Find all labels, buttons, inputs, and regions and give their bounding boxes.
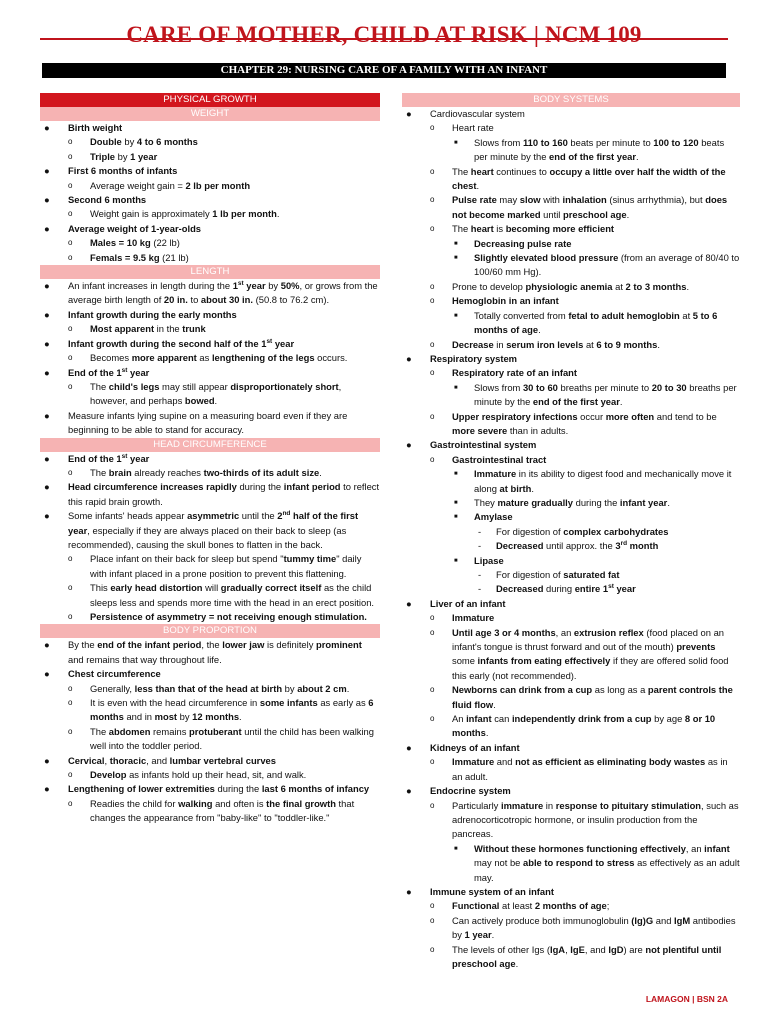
list-item: ● By the end of the infant period, the lower jaw is definitely prominent and remains that way throughout life. [44,639,362,665]
section-header-physical-growth: PHYSICAL GROWTH [40,93,380,107]
list-item: o Functional at least 2 months of age; [430,900,610,912]
list-item: o The brain already reaches two-thirds of its adult size. [68,466,322,478]
list-item: ● Cervical, thoracic, and lumbar vertebral curves [44,754,276,766]
list-item: o Particularly immature in response to pituitary stimulation, such as adrenocorticotropic hormone, or insulin production from the pancreas. [430,799,739,840]
list-item: ● Gastrointestinal system [406,439,537,451]
list-item: ● Average weight of 1-year-olds [44,222,202,234]
list-item: o The abdomen remains protuberant until the child has been walking well into the toddler period. [68,725,374,752]
list-item: o Upper respiratory infections occur more often and tend to be more severe than in adults. [430,410,717,436]
list-item: ● Kidneys of an infant [406,741,520,753]
list-item: o Becomes more apparent as lengthening of the legs occurs. [68,352,348,364]
section-header-weight: WEIGHT [40,107,380,121]
list-item: ■ They mature gradually during the infant year. [454,496,670,508]
list-item: o An infant can independently drink from a cup by age 8 or 10 months. [430,713,716,739]
list-item: ■ Without these hormones functioning effectively, an infant may not be able to respond to stress as effectively as an adult may. [454,842,740,883]
section-header-body-systems: BODY SYSTEMS [402,93,740,107]
list-item: ● Some infants' heads appear asymmetric until the 2nd half of the first year, especially if they are always placed on their back to sleep (as recommended), causing the skull bones to flatten in the back. [44,510,359,550]
section-header-head-circumference: HEAD CIRCUMFERENCE [40,438,380,452]
list-item: o Prone to develop physiologic anemia at 2 to 3 months. [430,280,690,292]
list-item: o Triple by 1 year [68,150,158,162]
list-item: ● Endocrine system [406,785,511,797]
body-systems-list [402,107,740,971]
list-item: o Pulse rate may slow with inhalation (sinus arrhythmia), but does not become marked until preschool age. [430,194,728,220]
list-item: ● Measure infants lying supine on a measuring board even if they are beginning to be able to stand for accuracy. [44,409,348,436]
list-item: o Develop as infants hold up their head, sit, and walk. [68,769,307,781]
list-item: o Until age 3 or 4 months, an extrusion reflex (food placed on an infant's tongue is thrust forward and out of the mouth) prevents some infants from eating effectively if they are offered solid food this early (not recommended). [430,626,729,681]
length-list [40,279,380,437]
list-item: ■ Lipase [454,554,504,566]
footer-author: LAMAGON | BSN 2A [645,994,728,1004]
weight-list [40,121,380,265]
list-item: o Femals = 9.5 kg (21 lb) [68,251,189,263]
list-item: ■ Immature in its ability to digest food and mechanically move it along at birth. [454,468,732,494]
list-item: o Heart rate [430,122,494,134]
list-item: o The heart is becoming more efficient [430,223,615,235]
list-item: ■ Slows from 110 to 160 beats per minute to 100 to 120 beats per minute by the end of the first year. [454,136,725,163]
document-title: CARE OF MOTHER, CHILD AT RISK | NCM 109 [126,22,642,47]
list-item: o Generally, less than that of the head at birth by about 2 cm. [68,682,350,694]
list-item: - Decreased during entire 1st year [478,583,636,595]
list-item: ● Head circumference increases rapidly during the infant period to reflect this rapid brain growth. [44,481,380,507]
list-item: - For digestion of complex carbohydrates [478,525,669,537]
list-item: o Readies the child for walking and often is the final growth that changes the appearance from "baby-like" to "toddler-like." [68,797,355,824]
body-proportion-list [40,638,380,825]
list-item: ■ Slightly elevated blood pressure (from an average of 80/40 to 100/60 mm Hg). [454,252,740,278]
list-item: o This early head distortion will gradually correct itself as the child sleeps less and spends more time with the head in an erect position. [68,582,375,608]
list-item: o The levels of other Igs (IgA, IgE, and IgD) are not plentiful until preschool age. [430,943,722,969]
list-item: o Average weight gain = 2 lb per month [68,179,251,191]
list-item: ● Birth weight [44,122,123,133]
title-rule [40,38,728,40]
list-item: ● Cardiovascular system [406,108,525,119]
list-item: ■ Decreasing pulse rate [454,237,572,249]
right-column [402,93,740,971]
list-item: ● End of the 1st year [44,452,150,464]
list-item: - For digestion of saturated fat [478,569,620,580]
list-item: o Most apparent in the trunk [68,323,206,335]
list-item: o Males = 10 kg (22 lb) [68,237,180,249]
list-item: o Hemoglobin in an infant [430,295,559,307]
list-item: o Double by 4 to 6 months [68,136,198,148]
list-item: ● Infant growth during the second half of the 1st year [44,337,295,349]
list-item: o Immature and not as efficient as eliminating body wastes as in an adult. [430,756,728,782]
list-item: ■ Slows from 30 to 60 breaths per minute to 20 to 30 breaths per minute by the end of the first year. [454,381,737,408]
list-item: ● Infant growth during the early months [44,308,237,320]
list-item: o Immature [430,612,495,624]
list-item: o Gastrointestinal tract [430,453,547,465]
list-item: o The heart continues to occupy a little over half the width of the chest. [430,165,726,192]
list-item: o Decrease in serum iron levels at 6 to 9 months. [430,338,660,350]
list-item: o Respiratory rate of an infant [430,367,578,379]
list-item: o Weight gain is approximately 1 lb per month. [68,208,280,220]
section-header-length: LENGTH [40,265,380,279]
list-item: o Persistence of asymmetry = not receiving enough stimulation. [68,611,367,622]
list-item: o Can actively produce both immunoglobulin (Ig)G and IgM antibodies by 1 year. [430,914,736,941]
list-item: ■ Totally converted from fetal to adult hemoglobin at 5 to 6 months of age. [454,309,718,336]
list-item: o It is even with the head circumference in some infants as early as 6 months and in most by 12 months. [68,697,374,723]
list-item: ● Respiratory system [406,352,518,364]
list-item: o Place infant on their back for sleep but spend "tummy time" daily with infant placed in a prone position to prevent this flattening. [68,553,362,579]
head-list [40,452,380,625]
list-item: - Decreased until approx. the 3rd month [478,540,659,552]
list-item: ● Lengthening of lower extremities during the last 6 months of infancy [44,783,370,795]
list-item: o Newborns can drink from a cup as long as a parent controls the fluid flow. [430,684,733,710]
list-item: ● An infant increases in length during the 1st year by 50%, or grows from the average birth length of 20 in. to about 30 in. (50.8 to 76.2 cm). [44,279,378,306]
list-item: ● Second 6 months [44,194,147,206]
list-item: ● End of the 1st year [44,366,150,378]
list-item: o The child's legs may still appear disproportionately short, however, and perhaps bowed. [68,380,342,407]
list-item: ● First 6 months of infants [44,165,178,177]
list-item: ● Liver of an infant [406,597,506,609]
chapter-banner: CHAPTER 29: NURSING CARE OF A FAMILY WITH AN INFANT [42,63,726,78]
list-item: ● Chest circumference [44,668,161,680]
section-header-body-proportion: BODY PROPORTION [40,624,380,638]
list-item: ■ Amylase [454,511,513,523]
list-item: ● Immune system of an infant [406,885,554,897]
left-column [40,93,380,826]
